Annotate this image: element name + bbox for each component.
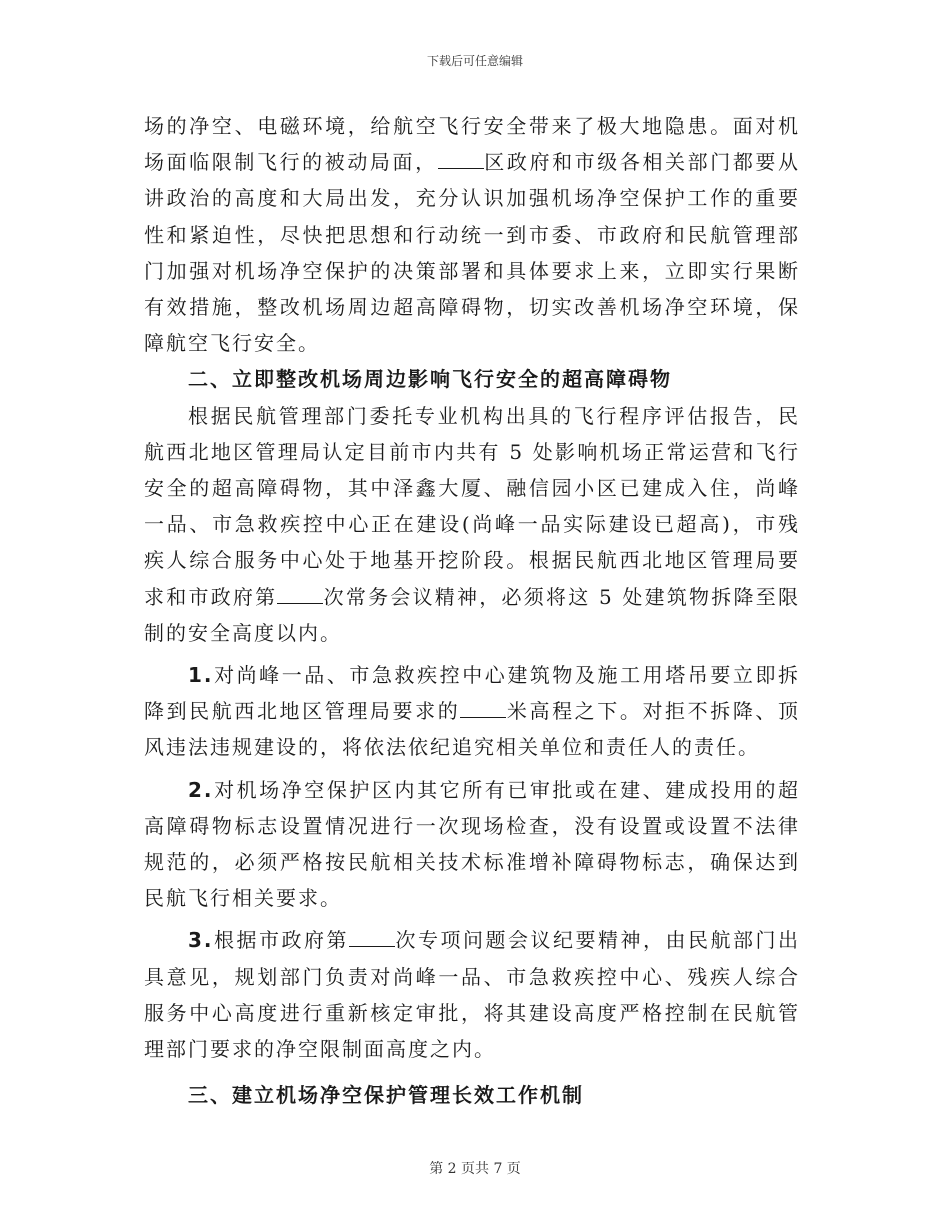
document-body <box>144 108 800 1113</box>
list-item-1 <box>144 657 800 766</box>
paragraph-text: 根据民航管理部门委托专业机构出具的飞行程序评估报告，民航西北地区管理局认定目前市内共有 5 处影响机场正常运营和飞行安全的超高障碍物，其中泽鑫大厦、融信园小区已建成入住，尚峰一品、市急救疾控中心正在建设(尚峰一品实际建设已超高)，市残疾人综合服务中心处于地基开挖阶段。根据民航西北地区管理局要求和市政府第 <box>144 403 800 609</box>
list-item-text: 对尚峰一品、市急救疾控中心建筑物及施工用塔吊要立即拆降到民航西北地区管理局要求的 <box>144 663 800 724</box>
list-item-2 <box>144 772 800 917</box>
list-item-text: 根据市政府第 <box>213 928 350 953</box>
list-number: 1. <box>188 663 214 688</box>
fill-in-blank <box>460 697 506 718</box>
paragraph-text: 次常务会议精神，必须将这 5 处建筑物拆降至限制的安全高度以内。 <box>144 584 800 645</box>
paragraph-obstacles <box>144 398 800 651</box>
fill-in-blank <box>349 926 395 947</box>
list-number: 3. <box>188 928 214 953</box>
paragraph-text: 区政府和市级各相关部门都要从讲政治的高度和大局出发，充分认识加强机场净空保护工作的重要性和紧迫性，尽快把思想和行动统一到市委、市政府和民航管理部门加强对机场净空保护的决策部署和具体要求上来，立即实行果断有效措施，整改机场周边超高障碍物，切实改善机场净空环境，保障航空飞行安全。 <box>144 150 801 356</box>
list-number: 2. <box>188 777 214 802</box>
list-item-text: 次专项问题会议纪要精神，由民航部门出具意见，规划部门负责对尚峰一品、市急救疾控中心、残疾人综合服务中心高度进行重新核定审批，将其建设高度严格控制在民航管理部门要求的净空限制面高度之内。 <box>144 928 801 1062</box>
section-heading-3: 三、建立机场净空保护管理长效工作机制 <box>188 1083 584 1108</box>
section-heading-2: 二、立即整改机场周边影响飞行安全的超高障碍物 <box>188 367 672 392</box>
list-item-text: 米高程之下。对拒不拆降、顶风违法违规建设的，将依法依纪追究相关单位和责任人的责任。 <box>144 699 801 760</box>
page-header: 下载后可任意编辑 <box>426 54 523 68</box>
list-item-3 <box>144 922 800 1067</box>
fill-in-blank <box>277 583 323 604</box>
page-footer: 第 2 页共 7 页 <box>429 1161 521 1177</box>
list-item-text: 对机场净空保护区内其它所有已审批或在建、建成投用的超高障碍物标志设置情况进行一次现场检查，没有设置或设置不法律规范的，必须严格按民航相关技术标准增补障碍物标志，确保达到民航飞行相关要求。 <box>144 777 800 911</box>
fill-in-blank <box>438 148 484 169</box>
paragraph-continuation <box>144 108 800 361</box>
paragraph-text: 场的净空、电磁环境，给航空飞行安全带来了极大地隐患。面对机场面临限制飞行的被动局面， <box>144 114 800 175</box>
